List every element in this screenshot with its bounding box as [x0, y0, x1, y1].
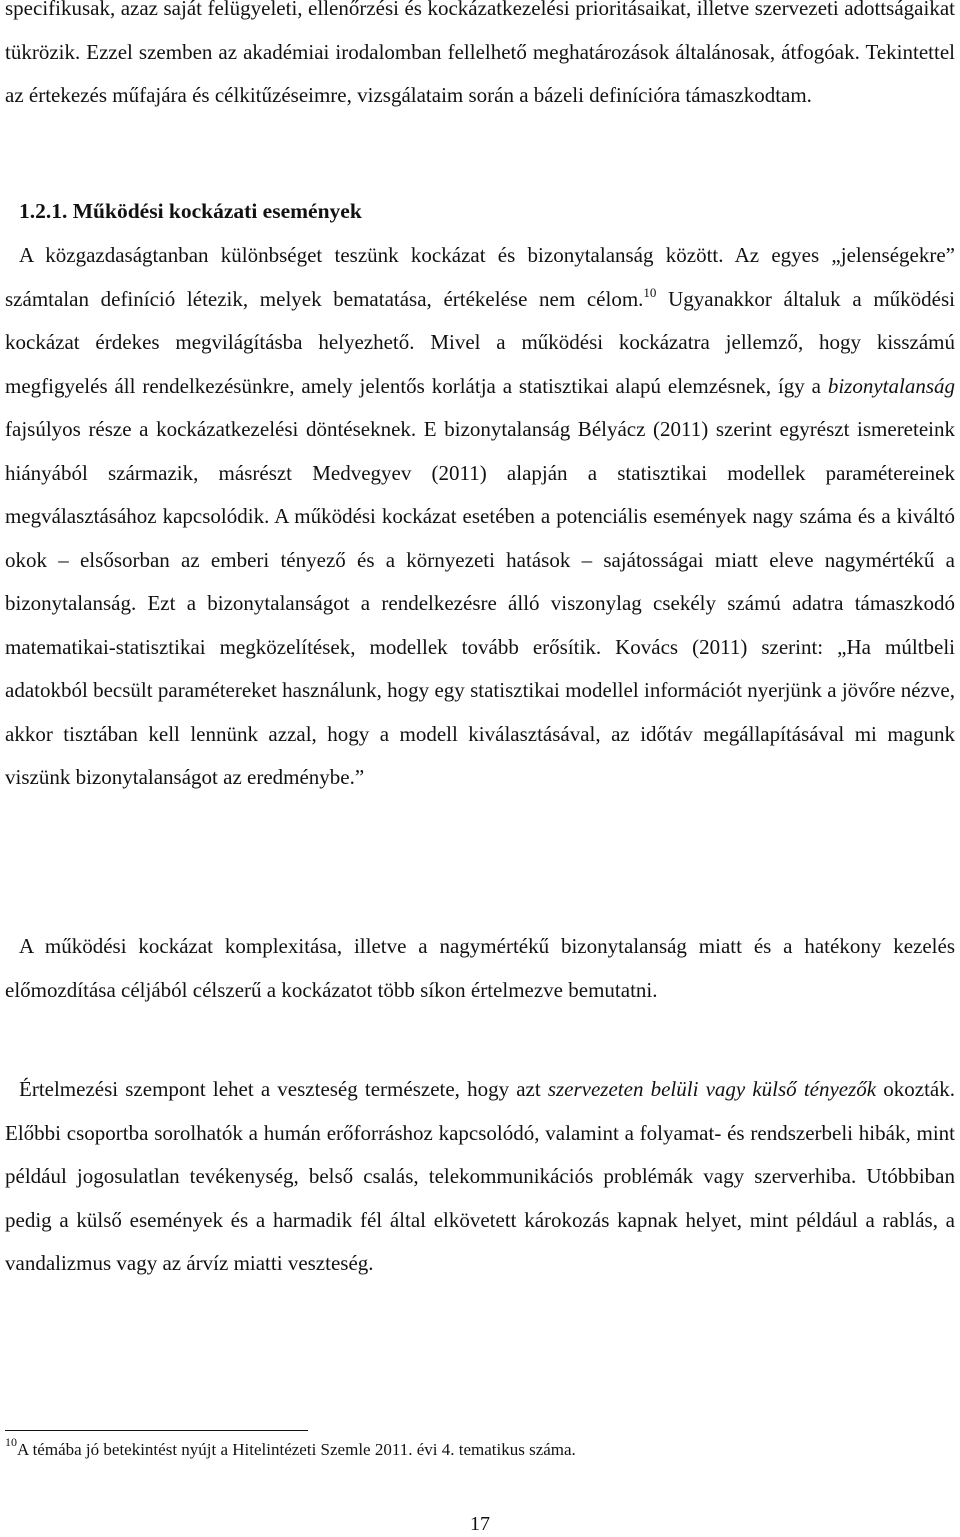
italic-term-factors: szervezeten belüli vagy külső tényezők: [547, 1077, 877, 1101]
paragraph-interpretation: [5, 1068, 955, 1286]
paragraph-uncertainty-text-b: Ugyanakkor általuk a működési kockázat érdekes megvilágításba helyezhető. Mivel a működési kockázatra jellemző, hogy kisszámú megfigyelés áll rendelkezésünkre, amely jelentős korlátja a statisztikai alapú elemzésnek, így a: [5, 286, 955, 398]
paragraph-uncertainty: [5, 234, 955, 800]
intro-paragraph: specifikusak, azaz saját felügyeleti, ellenőrzési és kockázatkezelési prioritásaikat, illetve szervezeti adottságaikat tükrözik. Ezzel szemben az akadémiai irodalomban fellelhető meghatározások általánosak, átfogóak. Tekintettel az értekezés műfajára és célkitűzéseimre, vizsgálataim során a bázeli definícióra támaszkodtam.: [5, 0, 955, 107]
page-number: 17: [470, 1513, 490, 1535]
paragraph-uncertainty-text-a: A közgazdaságtanban különbséget teszünk kockázat és bizonytalanság között. Az egyes „jelenségekre” számtalan definíció létezik, melyek bematatása, értékelése nem célom.: [5, 243, 955, 311]
footnote-number: 10: [5, 1435, 17, 1450]
italic-term-uncertainty: bizonytalanság: [827, 373, 955, 398]
footnote-separator: [5, 1430, 308, 1431]
paragraph-interpretation-text-a: Értelmezési szempont lehet a veszteség természete, hogy azt: [19, 1077, 548, 1101]
footnote-text: A témába jó betekintést nyújt a Hitelintézeti Szemle 2011. évi 4. tematikus száma.: [17, 1440, 576, 1459]
footnote: [5, 1435, 576, 1462]
paragraph-interpretation-text-b: okozták. Előbbi csoportba sorolhatók a humán erőforráshoz kapcsolódó, valamint a folyamat- és rendszerbeli hibák, mint például jogosulatlan tevékenység, belső csalás, telekommunikációs problémák vagy szerverhiba. Utóbbiban pedig a külső események és a harmadik fél által elkövetett károkozás kapnak helyet, mint például a rablás, a vandalizmus vagy az árvíz miatti veszteség.: [5, 1077, 955, 1275]
paragraph-complexity: A működési kockázat komplexitása, illetve a nagymértékű bizonytalanság miatt és a hatékony kezelés előmozdítása céljából célszerű a kockázatot több síkon értelmezve bemutatni.: [5, 934, 955, 1002]
paragraph-uncertainty-text-c: fajsúlyos része a kockázatkezelési döntéseknek. E bizonytalanság Bélyácz (2011) szerint egyrészt ismereteink hiányából származik, másrészt Medvegyev (2011) alapján a statisztikai modellek paramétereinek megválasztásához kapcsolódik. A működési kockázat esetében a potenciális események nagy száma és a kiváltó okok – elsősorban az emberi tényező és a környezeti hatások – sajátosságai miatt eleve nagymértékű a bizonytalanság. Ezt a bizonytalanságot a rendelkezésre álló viszonylag csekély számú adatra támaszkodó matematikai-statisztikai megközelítések, modellek tovább erősítik. Kovács (2011) szerint: „Ha múltbeli adatokból becsült paramétereket használunk, hogy egy statisztikai modellel információt nyerjünk a jövőre nézve, akkor tisztában kell lennünk azzal, hogy a modell kiválasztásával, az időtáv megállapításával mi magunk viszünk bizonytalanságot az eredménybe.”: [5, 417, 955, 789]
section-heading: 1.2.1. Működési kockázati események: [19, 199, 362, 223]
footnote-reference[interactable]: 10: [643, 284, 657, 300]
